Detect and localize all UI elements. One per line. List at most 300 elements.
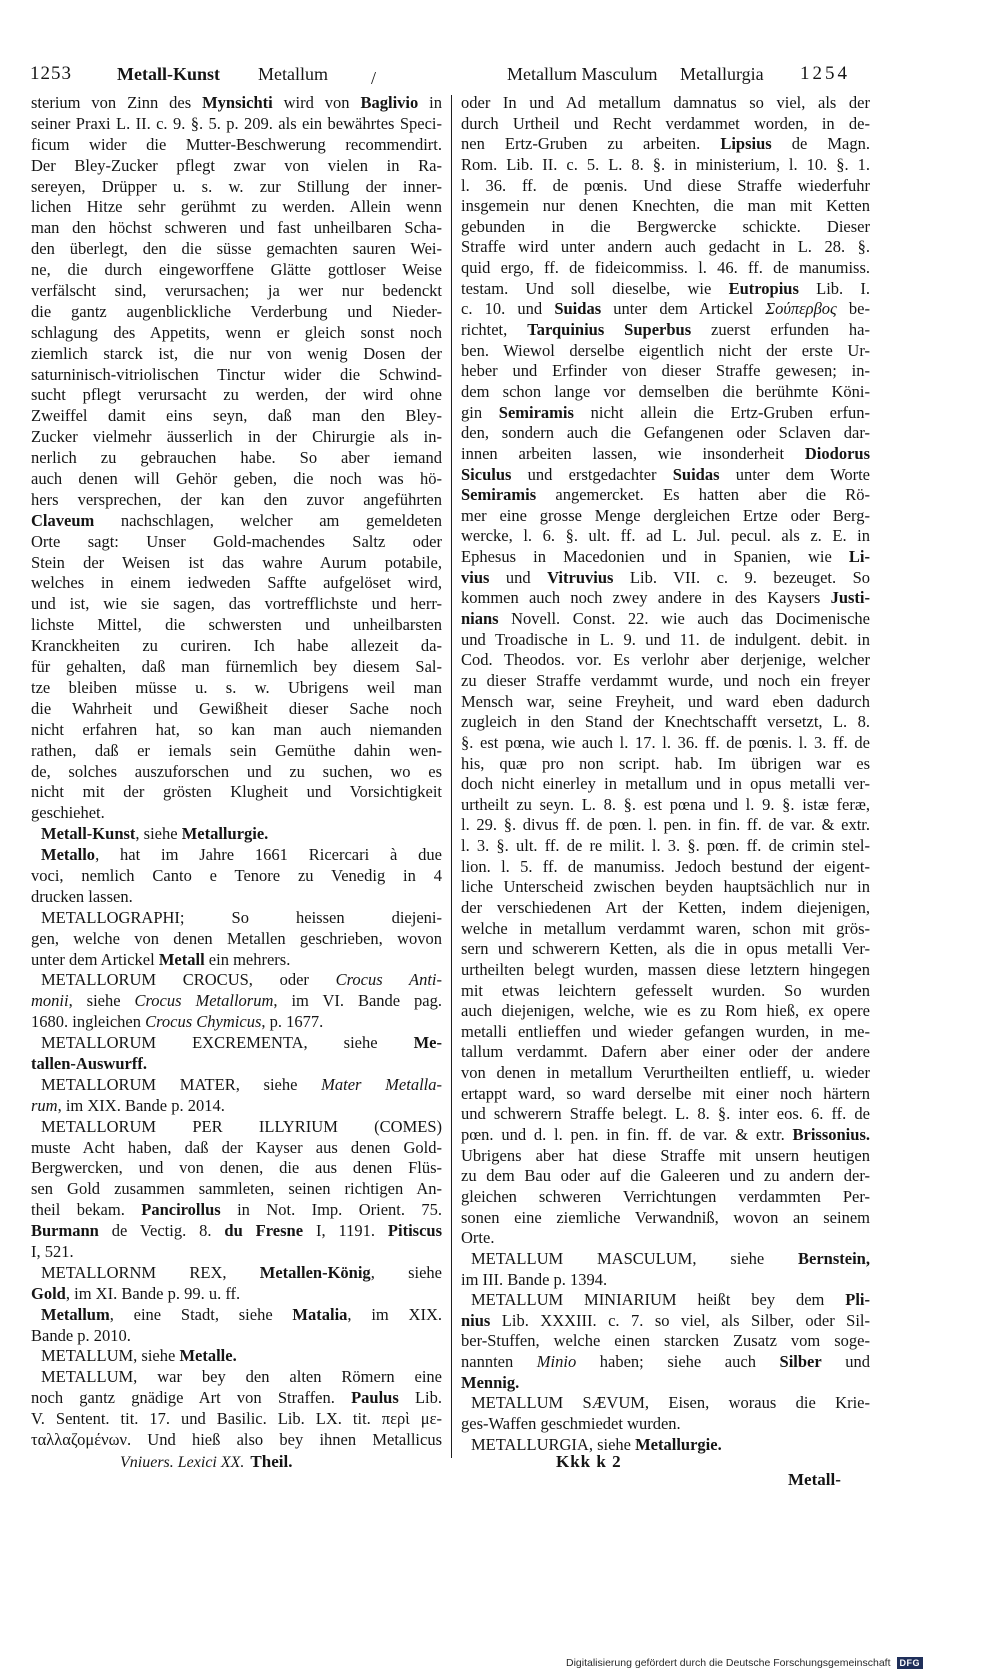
line-text: oder In und Ad metallum damnatus so viel, als der xyxy=(461,93,870,112)
line-text: Orte sagt: Unser Gold-machendes Saltz oder xyxy=(31,531,442,551)
text-line xyxy=(461,320,870,341)
text-line xyxy=(461,671,870,692)
text-run: METALLUM MINIARIUM heißt bey dem xyxy=(471,1290,846,1310)
bold-reference: Diodorus xyxy=(804,443,870,463)
line-text xyxy=(31,1054,147,1075)
bold-reference: vius xyxy=(461,567,490,587)
bold-reference: nius xyxy=(461,1310,491,1330)
text-line xyxy=(31,803,442,824)
text-line xyxy=(461,155,870,176)
bold-reference: nians xyxy=(461,609,499,629)
text-run: angemercket. Es hatten aber die Rö- xyxy=(536,485,870,505)
line-text: liche Unterscheid zwischen beyden hauptsächlich nur in xyxy=(461,877,870,897)
line-text xyxy=(41,1346,237,1367)
continued-paragraph xyxy=(461,93,870,1249)
line-text: METALLUM SÆVUM, Eisen, woraus die Krie- xyxy=(471,1393,870,1413)
entry-paragraph xyxy=(31,1033,442,1075)
line-text xyxy=(471,1249,870,1270)
text-line xyxy=(461,547,870,568)
line-text: zugleich in den Stand der Knechtschafft versetzt, L. 8. xyxy=(461,712,870,732)
line-text: urtheilt zu seyn. L. 8. §. est pœna und l. 9. §. istæ feræ, xyxy=(461,794,870,814)
text-line xyxy=(461,1146,870,1167)
text-line xyxy=(461,1166,870,1187)
text-line xyxy=(31,406,442,427)
italic-term: Minio xyxy=(536,1352,577,1372)
text-line xyxy=(461,258,870,279)
line-text: ταλλαζομένων. Und hieß also bey ihnen Metallicus xyxy=(31,1430,442,1449)
entry-paragraph xyxy=(461,1435,870,1456)
line-text xyxy=(31,1012,323,1033)
line-text xyxy=(31,1388,442,1409)
text-run: , siehe xyxy=(68,991,135,1011)
line-text: welche in metallum verdammt waren, schon mit grös- xyxy=(461,918,870,938)
text-line xyxy=(31,657,442,678)
volume-part: Theil. xyxy=(250,1452,293,1471)
line-text: Cod. Theodos. vor. Es verlohr aber derjenige, welcher xyxy=(461,650,870,670)
left-text-column xyxy=(31,93,442,1451)
line-text: saturninisch-vitriolischen Tinctur wider die Schwind- xyxy=(31,364,442,384)
text-run: testam. Und soll dieselbe, wie xyxy=(461,278,729,298)
text-line xyxy=(461,1270,870,1291)
text-line xyxy=(41,908,442,929)
line-text: V. Sentent. tit. 17. und Basilic. Lib. LX. tit. περὶ με- xyxy=(31,1409,442,1429)
text-line xyxy=(31,1326,442,1347)
text-line xyxy=(461,1063,870,1084)
text-run: , im XIX. xyxy=(347,1304,442,1324)
text-run: und xyxy=(821,1352,871,1372)
text-line xyxy=(461,485,870,506)
line-text: his, quæ pro non script. hab. Im übrigen war es xyxy=(461,753,870,773)
text-line xyxy=(461,981,870,1002)
bold-reference: Metall xyxy=(158,949,205,969)
entry-paragraph xyxy=(31,824,442,845)
text-line xyxy=(31,1409,442,1430)
line-text: verfälscht sind, verursachen; ja wer nur bedenckt xyxy=(31,281,442,301)
text-line xyxy=(461,960,870,981)
bold-reference: Matalia xyxy=(292,1304,348,1324)
line-text xyxy=(461,588,870,609)
text-line xyxy=(31,1200,442,1221)
text-line xyxy=(461,93,870,114)
text-run: METALLORUM MATER, siehe xyxy=(41,1074,322,1094)
line-text: sonen eine ziemliche Verwandniß, wovon an seinem xyxy=(461,1207,870,1227)
text-run: kommen auch noch zwey andere in des Kaysers xyxy=(461,588,831,608)
line-text xyxy=(461,547,870,568)
entry-paragraph xyxy=(461,1290,870,1393)
text-line xyxy=(461,1208,870,1229)
page-number-left: 1253 xyxy=(30,63,72,84)
line-text: rathen, daß er iemals sein Gemüthe dahin wen- xyxy=(31,740,442,760)
text-run: und xyxy=(489,567,548,587)
text-line xyxy=(31,177,442,198)
text-run: , p. 1677. xyxy=(261,1012,324,1032)
bold-reference: Bernstein, xyxy=(798,1248,870,1268)
text-line xyxy=(461,1311,870,1332)
line-text xyxy=(461,465,870,486)
line-text: Bande p. 2010. xyxy=(31,1325,131,1345)
line-text: METALLUM, war bey den alten Römern eine xyxy=(41,1367,442,1387)
bold-reference: Claveum xyxy=(31,510,95,530)
entry-paragraph xyxy=(461,1393,870,1434)
line-text xyxy=(461,1373,519,1394)
text-line xyxy=(31,156,442,177)
bold-reference: Vitruvius xyxy=(547,567,614,587)
bold-reference: Li- xyxy=(848,547,870,567)
text-line xyxy=(461,588,870,609)
line-text: den überlegt, den die süsse gemachten sauren Wei- xyxy=(31,239,442,259)
line-text: nicht erfahren hat, so kan man auch niemanden xyxy=(31,719,442,739)
line-text xyxy=(31,1096,225,1117)
text-line xyxy=(461,1125,870,1146)
line-text xyxy=(41,1075,442,1096)
dfg-logo-icon: DFG xyxy=(897,1657,924,1669)
text-line xyxy=(41,845,442,866)
text-line xyxy=(461,1104,870,1125)
text-line xyxy=(31,385,442,406)
text-run: in xyxy=(418,93,443,112)
text-line xyxy=(471,1393,870,1414)
line-text xyxy=(461,279,870,300)
text-line xyxy=(461,176,870,197)
text-run: be- xyxy=(836,299,870,319)
line-text: l. 29. §. divus ff. de pœn. l. pen. in fin. ff. de var. & extr. xyxy=(461,815,870,835)
line-text xyxy=(31,93,442,114)
text-line xyxy=(31,260,442,281)
bold-reference: Metalle. xyxy=(179,1346,237,1366)
text-run: , hat im Jahre 1661 Ricercari à due xyxy=(95,845,442,865)
line-text xyxy=(41,1033,442,1054)
text-line xyxy=(31,218,442,239)
line-text xyxy=(41,1263,442,1284)
text-line xyxy=(461,1022,870,1043)
page-number-right: 1254 xyxy=(800,63,850,84)
italic-term: Σούπερβος xyxy=(765,299,837,319)
line-text xyxy=(461,299,870,320)
line-text: und schwerern Straffe belegt. L. 8. §. inter eos. 6. ff. de xyxy=(461,1104,870,1124)
text-line xyxy=(461,134,870,155)
bold-reference: Metall-Kunst xyxy=(41,824,136,844)
text-run: wird von xyxy=(272,93,361,112)
line-text: insgemein nur denen Knechten, die man mit Ketten xyxy=(461,196,870,216)
line-text: gen, welche von denen Metallen geschrieben, wovon xyxy=(31,928,442,948)
text-line xyxy=(461,1414,870,1435)
bold-reference: Metallen-König xyxy=(259,1262,371,1282)
line-text: ziemlich starck ist, die nur von wenig Dosen der xyxy=(31,343,442,363)
text-line xyxy=(41,1075,442,1096)
line-text: de, solches auszuforschen und zu suchen, wo es xyxy=(31,761,442,781)
bold-reference: Gold xyxy=(31,1283,66,1303)
line-text: Kranckheiten zu curiren. Ich habe allezeit da- xyxy=(31,636,442,656)
column-divider xyxy=(451,95,452,1458)
running-head-separator: / xyxy=(371,68,377,88)
line-text: im III. Bande p. 1394. xyxy=(461,1269,608,1289)
text-run: Lib. I. xyxy=(798,278,870,298)
entry-paragraph xyxy=(31,1117,442,1263)
line-text: lichste Mittel, die schwersten und unheilbarsten xyxy=(31,615,442,635)
entry-paragraph xyxy=(31,1305,442,1347)
bold-reference: Me- xyxy=(413,1033,442,1053)
line-text: l. 36. ff. de pœnis. Und diese Straffe wiederfuhr xyxy=(461,175,870,195)
line-text: voci, nemlich Canto e Tenore zu Venedig in 4 xyxy=(31,865,442,885)
text-line xyxy=(31,1179,442,1200)
text-line xyxy=(461,733,870,754)
line-text xyxy=(461,403,870,424)
text-line xyxy=(461,650,870,671)
text-line xyxy=(31,427,442,448)
line-text: hers versprechen, der kan den zuvor angeführten xyxy=(31,489,442,509)
bold-reference: Silber xyxy=(779,1352,822,1372)
line-text: sen Gold zusammen sammleten, seinen richtigen An- xyxy=(31,1179,442,1199)
text-line xyxy=(461,919,870,940)
volume-signature-line xyxy=(120,1452,292,1473)
digitization-credit xyxy=(566,1655,923,1671)
line-text: seiner Praxi L. II. c. 9. §. 5. p. 209. als ein bewährtes Speci- xyxy=(31,113,442,133)
text-run: noch gantz gnädige Art von Straffen. xyxy=(31,1388,352,1408)
text-run: METALLORUM CROCUS, oder xyxy=(41,970,336,990)
text-line xyxy=(31,323,442,344)
text-run: unter dem Artickel xyxy=(31,949,159,969)
text-run: unter dem Worte xyxy=(719,464,870,484)
line-text: Mensch war, seine Freyheit, und ward eben dadurch xyxy=(461,691,870,711)
line-text: und ist, wie sie sagen, das vortrefflichste und herr- xyxy=(31,594,442,614)
text-line xyxy=(461,361,870,382)
line-text xyxy=(461,444,870,465)
line-text: ertappt ward, so ward derselbe mit einer noch härtern xyxy=(461,1083,870,1103)
text-line xyxy=(461,1001,870,1022)
line-text: Bergwercken, und von denen, die aus denen Flüs- xyxy=(31,1158,442,1178)
line-text: mit etwas leichtern gefesselt wurden. So wurden xyxy=(461,980,870,1000)
right-text-column xyxy=(461,93,870,1455)
text-line xyxy=(31,929,442,950)
line-text: Rom. Lib. II. c. 5. L. 8. §. in ministerium, l. 10. §. 1. xyxy=(461,154,870,174)
line-text: tallum verdammt. Dafern aber einer oder der andere xyxy=(461,1042,870,1062)
text-line xyxy=(471,1435,870,1456)
line-text: ber-Stuffen, welche einen starcken Zusatz vom soge- xyxy=(461,1331,870,1351)
text-run: de Magn. xyxy=(771,134,870,154)
text-line xyxy=(41,824,442,845)
line-text xyxy=(461,320,870,341)
line-text: sern und schwerern Ketten, als die in opus metalli Ver- xyxy=(461,939,870,959)
italic-term: monii xyxy=(31,991,69,1011)
text-line xyxy=(31,782,442,803)
text-line xyxy=(31,1430,442,1451)
text-line xyxy=(41,970,442,991)
text-line xyxy=(461,568,870,589)
bold-reference: tallen-Auswurff. xyxy=(31,1053,147,1073)
line-text: die gantz augenblickliche Verderbung und Nieder- xyxy=(31,301,442,321)
line-text xyxy=(41,824,268,845)
text-run: unter dem Artickel xyxy=(601,299,766,319)
line-text: sereyen, Drüpper u. s. w. zur Stillung der inner- xyxy=(31,176,442,196)
text-line xyxy=(31,594,442,615)
text-line xyxy=(461,609,870,630)
line-text: drucken lassen. xyxy=(31,886,133,906)
text-run: I, 1191. xyxy=(303,1221,388,1241)
text-run: Lib. xyxy=(398,1388,442,1408)
entry-paragraph xyxy=(31,1346,442,1367)
text-line xyxy=(461,196,870,217)
text-line xyxy=(461,774,870,795)
text-run: nannten xyxy=(461,1352,537,1372)
bold-reference: Pancirollus xyxy=(141,1200,221,1220)
italic-term: Crocus Chymicus xyxy=(145,1012,262,1032)
text-run: zuerst erfunden ha- xyxy=(691,320,870,340)
text-run: , eine Stadt, siehe xyxy=(109,1304,293,1324)
text-line xyxy=(31,720,442,741)
text-line xyxy=(461,795,870,816)
text-line xyxy=(31,1221,442,1242)
line-text: zu dem Bau oder auf die Galeeren und zu andern der- xyxy=(461,1166,870,1186)
text-line xyxy=(461,114,870,135)
line-text: nerlich zu gebrauchen habe. So aber iemand xyxy=(31,448,442,468)
text-line xyxy=(31,991,442,1012)
line-text: auch denen will Gehör geben, die noch was hö- xyxy=(31,469,442,489)
text-line xyxy=(461,465,870,486)
line-text: und Troadische in L. 9. und 11. de indulgent. debit. in xyxy=(461,629,870,649)
text-line xyxy=(41,1305,442,1326)
entry-paragraph xyxy=(31,1075,442,1117)
text-line xyxy=(31,365,442,386)
line-text: Straffe wird unter andern auch gedacht in L. 28. §. xyxy=(461,237,870,257)
text-run: sterium von Zinn des xyxy=(31,93,203,112)
line-text xyxy=(461,609,870,630)
text-line xyxy=(41,1263,442,1284)
line-text: gebunden in die Bergwercke schickte. Dieser xyxy=(461,216,870,236)
text-line xyxy=(31,114,442,135)
line-text: Ubrigens aber hat diese Straffe mit unsern heutigen xyxy=(461,1145,870,1165)
line-text xyxy=(471,1290,870,1311)
line-text xyxy=(31,511,442,532)
line-text: I, 521. xyxy=(31,1241,74,1261)
bold-reference: Tarquinius Superbus xyxy=(527,320,692,340)
line-text: den, sondern auch die Gefangenen oder Sclaven dar- xyxy=(461,423,870,443)
text-line xyxy=(461,1042,870,1063)
line-text xyxy=(461,1125,870,1146)
text-line xyxy=(461,1187,870,1208)
printer-signature: Kkk k 2 xyxy=(556,1452,622,1471)
line-text: Der Bley-Zucker pflegt zwar von vielen in Ra- xyxy=(31,155,442,175)
text-line xyxy=(471,1290,870,1311)
text-line xyxy=(31,636,442,657)
bold-reference: Siculus xyxy=(461,464,512,484)
line-text: wercke, l. 6. §. ult. ff. ad L. Jul. pecul. als z. E. in xyxy=(461,526,870,546)
text-run: , im VI. Bande pag. xyxy=(273,991,442,1011)
text-run: METALLORUM EXCREMENTA, siehe xyxy=(41,1033,414,1053)
text-run: de Vectig. 8. xyxy=(98,1221,225,1241)
text-run: Lib. VII. c. 9. bezeuget. So xyxy=(613,567,871,587)
text-run: ein mehrers. xyxy=(204,949,291,969)
text-line xyxy=(461,279,870,300)
text-run: METALLUM, siehe xyxy=(41,1346,180,1366)
text-line xyxy=(31,1054,442,1075)
text-line xyxy=(41,1346,442,1367)
text-run: haben; siehe auch xyxy=(576,1352,780,1372)
text-line xyxy=(31,532,442,553)
text-line xyxy=(31,239,442,260)
bold-reference: Baglivio xyxy=(360,93,419,112)
text-run: , siehe xyxy=(370,1262,442,1282)
bold-reference: Semiramis xyxy=(461,485,537,505)
text-line xyxy=(461,444,870,465)
text-line xyxy=(461,836,870,857)
text-line xyxy=(461,403,870,424)
entry-paragraph xyxy=(31,1263,442,1305)
line-text: Orte. xyxy=(461,1228,495,1248)
text-line xyxy=(461,754,870,775)
line-text: METALLOGRAPHI; So heissen diejeni- xyxy=(41,907,442,927)
text-run: pœn. und d. l. pen. in fin. ff. de var. & extr. xyxy=(461,1125,793,1145)
italic-term: rum xyxy=(31,1095,58,1115)
entry-paragraph xyxy=(31,845,442,908)
text-line xyxy=(461,1373,870,1394)
text-run: METALLORNM REX, xyxy=(41,1262,260,1282)
text-line xyxy=(461,217,870,238)
text-line xyxy=(461,299,870,320)
entry-paragraph xyxy=(31,1367,442,1451)
text-line xyxy=(31,469,442,490)
line-text xyxy=(461,1352,870,1373)
text-line xyxy=(461,1084,870,1105)
text-line xyxy=(31,887,442,908)
line-text: für gehalten, daß man fürnemlich bey diesem Sal- xyxy=(31,657,442,677)
text-line xyxy=(41,1117,442,1138)
text-run: Lib. XXXIII. c. 7. so viel, als Silber, oder Sil- xyxy=(490,1310,870,1330)
bold-reference: Mennig. xyxy=(461,1372,520,1392)
line-text xyxy=(41,1305,442,1326)
italic-term: Crocus Metallorum xyxy=(134,991,274,1011)
line-text: schlagung des Appetits, wenn er gleich sonst noch xyxy=(31,322,442,342)
line-text xyxy=(461,485,870,506)
line-text: doch nicht einerley in metallum und in opus metalli ver- xyxy=(461,774,870,794)
line-text: quid ergo, ff. de fideicommiss. l. 46. ff. de manumiss. xyxy=(461,258,870,278)
line-text xyxy=(31,1284,240,1305)
text-line xyxy=(461,506,870,527)
running-head-left-keyword-2: Metallum xyxy=(258,64,328,84)
line-text: Zweiffel damit eins seyn, daß man den Bley- xyxy=(31,406,442,426)
line-text xyxy=(31,1200,442,1221)
text-line xyxy=(461,382,870,403)
line-text: durch Urtheil und Recht verdammet worden, in de- xyxy=(461,113,870,133)
text-line xyxy=(31,1388,442,1409)
text-line xyxy=(31,615,442,636)
text-line xyxy=(31,302,442,323)
text-line xyxy=(31,1138,442,1159)
bold-reference: Lipsius xyxy=(720,134,772,154)
text-line xyxy=(461,526,870,547)
entry-paragraph xyxy=(31,908,442,971)
bold-reference: Pitiscus xyxy=(387,1221,442,1241)
line-text: §. est pœna, wie auch l. 17. l. 36. ff. de pœnis. l. 3. ff. de xyxy=(461,732,870,752)
text-line xyxy=(461,423,870,444)
catchword: Metall- xyxy=(788,1470,841,1489)
bold-reference: Burmann xyxy=(31,1221,99,1241)
line-text: welches in einem iedweden Saffte aufgelöset wird, xyxy=(31,573,442,593)
line-text: dem schon lange vor demselben die berühmte Köni- xyxy=(461,381,870,401)
text-run: nen Ertz-Gruben zu arbeiten. xyxy=(461,134,721,154)
line-text: muste Acht haben, daß der Kayser aus denen Gold- xyxy=(31,1137,442,1157)
line-text xyxy=(31,1221,442,1242)
text-run: innen arbeiten lassen, wie insonderheit xyxy=(461,443,805,463)
line-text: die Wahrheit und Gewißheit dieser Sache noch xyxy=(31,698,442,718)
line-text: metalli entlieffen und wieder gefangen wurden, in me- xyxy=(461,1021,870,1041)
text-line xyxy=(31,448,442,469)
text-run: , im XI. Bande p. 99. u. ff. xyxy=(65,1283,241,1303)
text-line xyxy=(31,1096,442,1117)
bold-reference: Metallurgie. xyxy=(635,1434,722,1454)
line-text: man den höchst schweren und fast unheilbaren Scha- xyxy=(31,218,442,238)
text-run: theil bekam. xyxy=(31,1200,142,1220)
line-text: ne, die durch eingeworffene Glätte gottloser Weise xyxy=(31,260,442,280)
